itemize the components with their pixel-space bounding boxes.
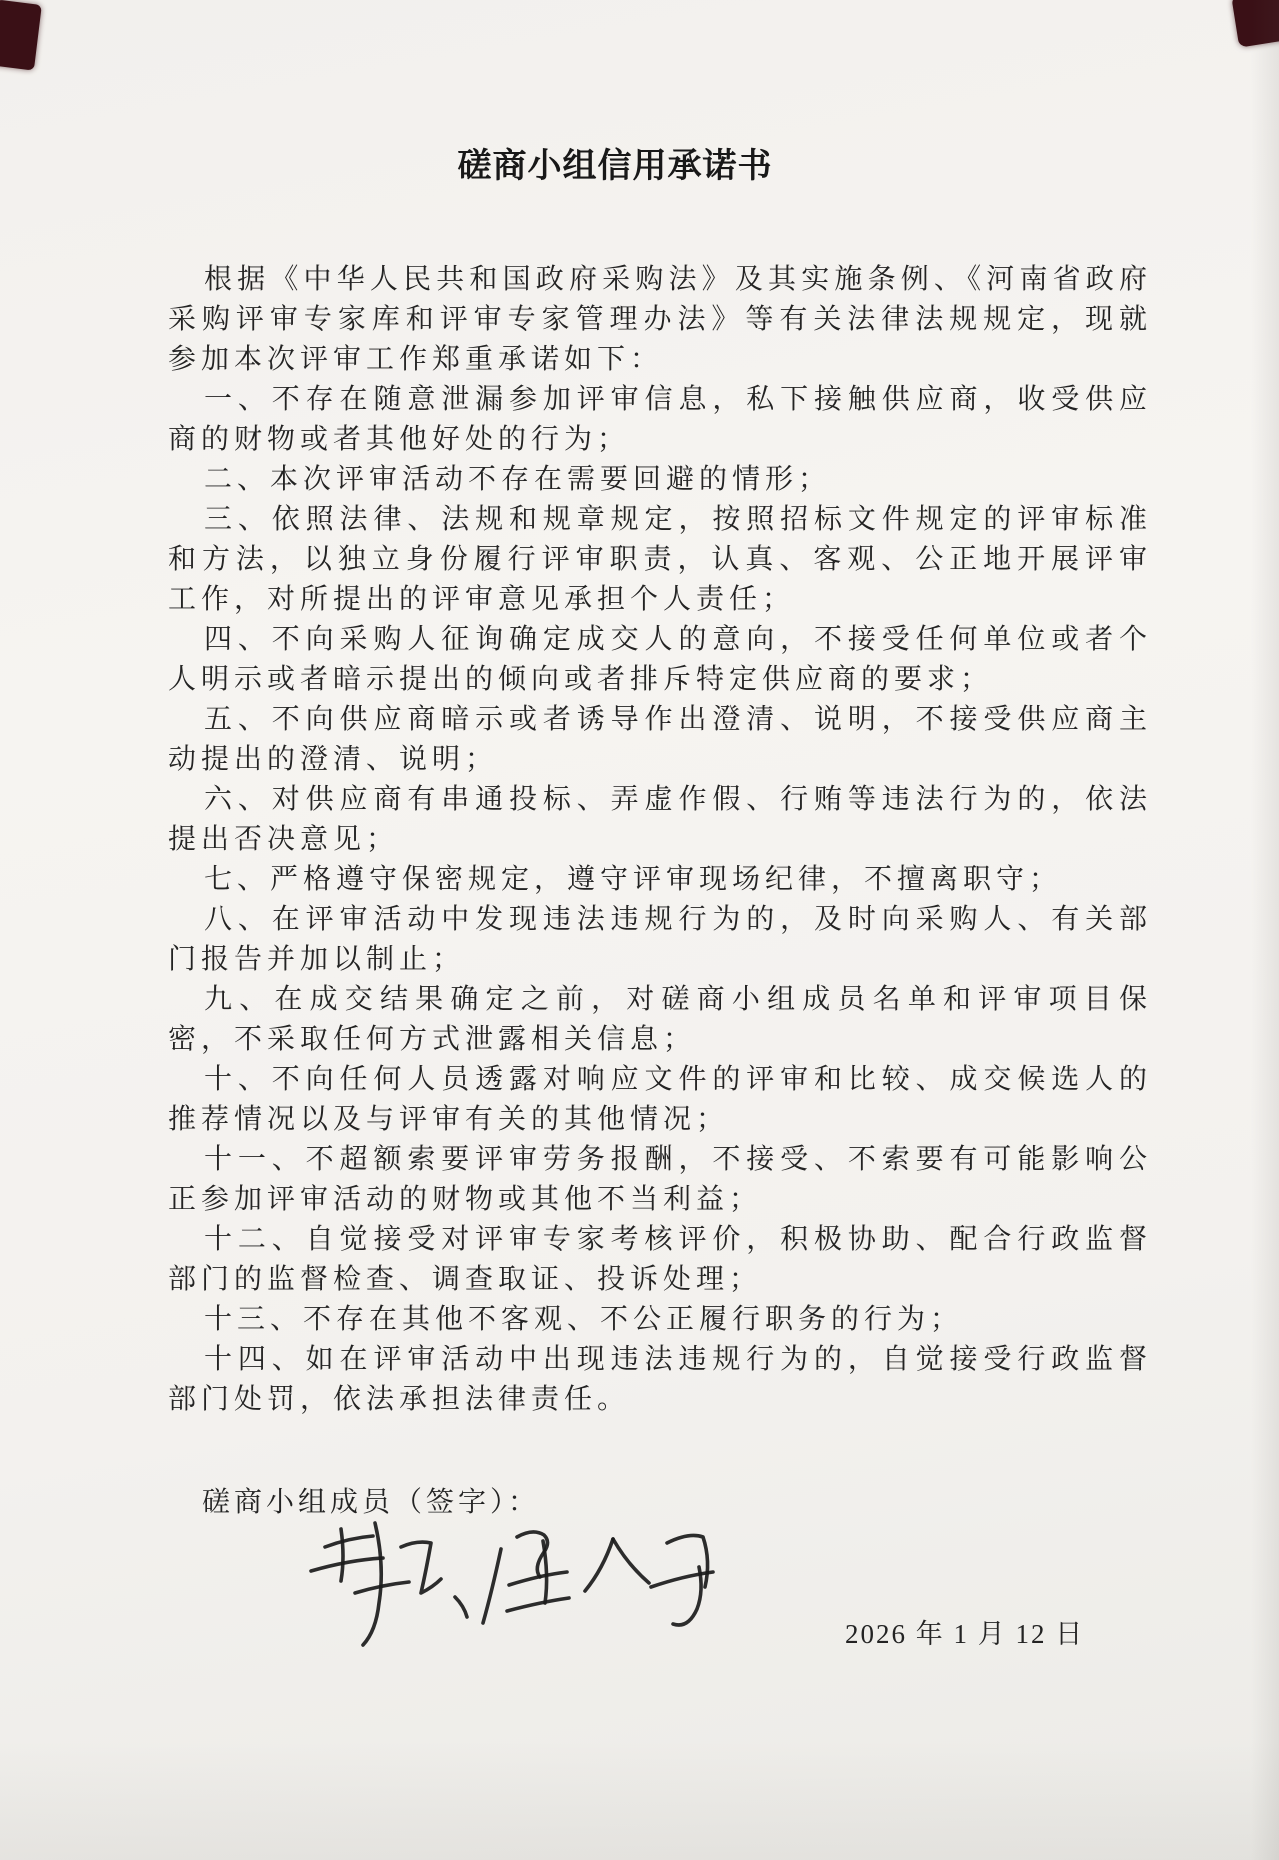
clause-7: 七、严格遵守保密规定，遵守评审现场纪律，不擅离职守；	[204, 864, 1063, 895]
clause-10: 十、不向任何人员透露对响应文件的评审和比较、成交候选人的推荐情况以及与评审有关的其他情况；	[168, 1064, 1152, 1135]
page-title: 磋商小组信用承诺书	[457, 147, 773, 185]
handwritten-signatures	[295, 1505, 755, 1675]
clause-5: 五、不向供应商暗示或者诱导作出澄清、说明，不接受供应商主动提出的澄清、说明；	[168, 704, 1152, 775]
clause-11: 十一、不超额索要评审劳务报酬，不接受、不索要有可能影响公正参加评审活动的财物或其他不当利益；	[168, 1144, 1152, 1215]
clause-1: 一、不存在随意泄漏参加评审信息，私下接触供应商，收受供应商的财物或者其他好处的行为；	[168, 384, 1152, 455]
clause-12: 十二、自觉接受对评审专家考核评价，积极协助、配合行政监督部门的监督检查、调查取证、投诉处理；	[168, 1224, 1152, 1295]
clause-6: 六、对供应商有串通投标、弄虚作假、行贿等违法行为的，依法提出否决意见；	[168, 784, 1152, 855]
handwritten-signature-2	[483, 1532, 569, 1623]
clause-4: 四、不向采购人征询确定成交人的意向，不接受任何单位或者个人明示或者暗示提出的倾向或者排斥特定供应商的要求；	[168, 624, 1152, 695]
intro-paragraph: 根据《中华人民共和国政府采购法》及其实施条例、《河南省政府采购评审专家库和评审专家管理办法》等有关法律法规规定，现就参加本次评审工作郑重承诺如下：	[168, 264, 1152, 375]
clause-3: 三、依照法律、法规和规章规定，按照招标文件规定的评审标准和方法，以独立身份履行评审职责，认真、客观、公正地开展评审工作，对所提出的评审意见承担个人责任；	[168, 504, 1152, 615]
clause-9: 九、在成交结果确定之前，对磋商小组成员名单和评审项目保密，不采取任何方式泄露相关信息；	[168, 984, 1152, 1055]
clause-2: 二、本次评审活动不存在需要回避的情形；	[204, 464, 832, 495]
scan-artifact-top-right	[1231, 0, 1279, 48]
handwritten-signature-1	[311, 1523, 441, 1645]
signature-separator-mark	[455, 1597, 467, 1617]
scan-artifact-top-left	[0, 0, 42, 71]
handwritten-signature-3	[585, 1535, 713, 1625]
document-body	[168, 260, 1152, 1420]
clause-8: 八、在评审活动中发现违法违规行为的，及时向采购人、有关部门报告并加以制止；	[168, 904, 1152, 975]
clause-13: 十三、不存在其他不客观、不公正履行职务的行为；	[204, 1304, 964, 1335]
clause-14: 十四、如在评审活动中出现违法违规行为的，自觉接受行政监督部门处罚，依法承担法律责任。	[168, 1344, 1152, 1415]
document-date: 2026 年 1 月 12 日	[845, 1619, 1085, 1649]
signature-label: 磋商小组成员（签字）：	[202, 1487, 541, 1518]
